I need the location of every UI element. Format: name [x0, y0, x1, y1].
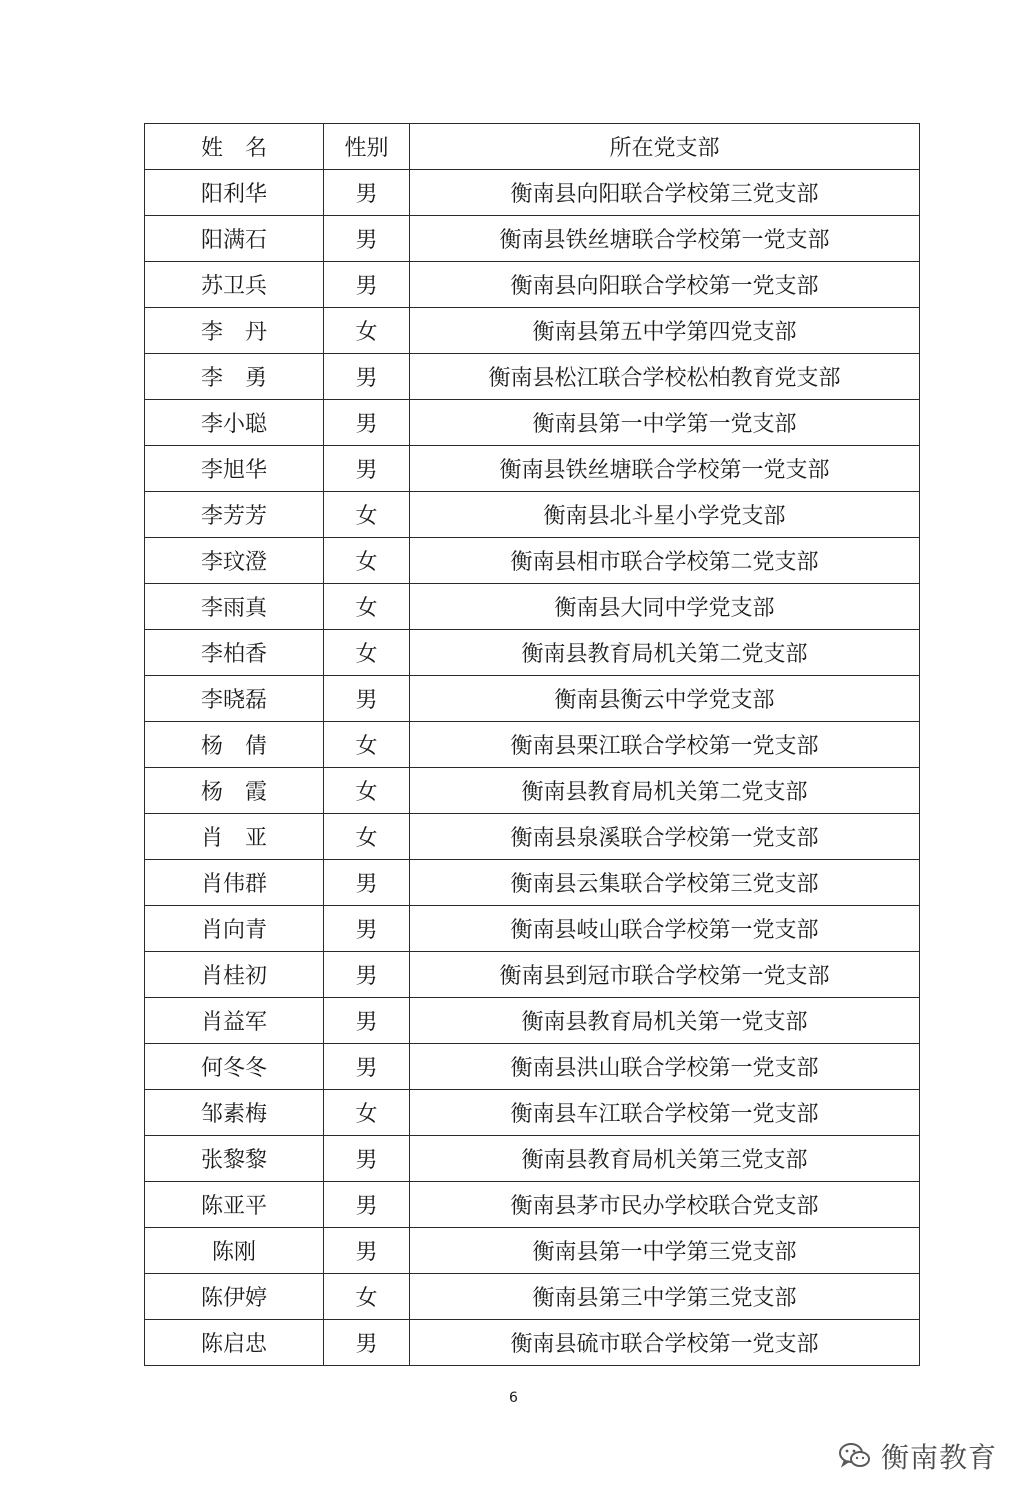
- cell-branch: 衡南县第五中学第四党支部: [410, 308, 920, 354]
- cell-name: 陈启忠: [145, 1320, 324, 1366]
- cell-branch: 衡南县铁丝塘联合学校第一党支部: [410, 446, 920, 492]
- cell-name: 李芳芳: [145, 492, 324, 538]
- table-row: [145, 354, 920, 400]
- table-row: [145, 952, 920, 998]
- table-body: [145, 170, 920, 1366]
- cell-name: 李雨真: [145, 584, 324, 630]
- cell-name: 李玟澄: [145, 538, 324, 584]
- table-row: [145, 492, 920, 538]
- cell-branch: 衡南县第一中学第一党支部: [410, 400, 920, 446]
- table-row: [145, 216, 920, 262]
- page-number: 6: [509, 1390, 518, 1406]
- table-row: [145, 722, 920, 768]
- cell-branch: 衡南县教育局机关第二党支部: [410, 630, 920, 676]
- table-row: [145, 170, 920, 216]
- table-row: [145, 1090, 920, 1136]
- header-name: 姓 名: [145, 124, 324, 170]
- cell-gender: 男: [324, 676, 410, 722]
- cell-name: 何冬冬: [145, 1044, 324, 1090]
- cell-branch: 衡南县衡云中学党支部: [410, 676, 920, 722]
- cell-branch: 衡南县泉溪联合学校第一党支部: [410, 814, 920, 860]
- watermark-text: 衡南教育: [880, 1441, 997, 1474]
- table-row: [145, 262, 920, 308]
- cell-gender: 女: [324, 814, 410, 860]
- table-row: [145, 400, 920, 446]
- cell-gender: 女: [324, 492, 410, 538]
- cell-name: 李旭华: [145, 446, 324, 492]
- cell-gender: 女: [324, 630, 410, 676]
- cell-branch: 衡南县向阳联合学校第三党支部: [410, 170, 920, 216]
- cell-name: 张黎黎: [145, 1136, 324, 1182]
- cell-gender: 男: [324, 400, 410, 446]
- cell-gender: 男: [324, 998, 410, 1044]
- cell-name: 李 勇: [145, 354, 324, 400]
- table-row: [145, 446, 920, 492]
- cell-gender: 女: [324, 1274, 410, 1320]
- cell-gender: 男: [324, 1228, 410, 1274]
- cell-branch: 衡南县北斗星小学党支部: [410, 492, 920, 538]
- table-row: [145, 584, 920, 630]
- header-gender: 性别: [324, 124, 410, 170]
- member-table: [144, 123, 920, 1366]
- cell-name: 陈伊婷: [145, 1274, 324, 1320]
- cell-name: 肖益军: [145, 998, 324, 1044]
- cell-gender: 男: [324, 860, 410, 906]
- table-row: [145, 676, 920, 722]
- cell-branch: 衡南县松江联合学校松柏教育党支部: [410, 354, 920, 400]
- cell-branch: 衡南县教育局机关第二党支部: [410, 768, 920, 814]
- cell-gender: 女: [324, 308, 410, 354]
- cell-gender: 女: [324, 584, 410, 630]
- table-row: [145, 538, 920, 584]
- cell-branch: 衡南县到冠市联合学校第一党支部: [410, 952, 920, 998]
- cell-gender: 男: [324, 1044, 410, 1090]
- table-row: [145, 1228, 920, 1274]
- cell-gender: 男: [324, 216, 410, 262]
- cell-name: 阳满石: [145, 216, 324, 262]
- cell-name: 李小聪: [145, 400, 324, 446]
- cell-branch: 衡南县第一中学第三党支部: [410, 1228, 920, 1274]
- table-row: [145, 814, 920, 860]
- cell-branch: 衡南县岐山联合学校第一党支部: [410, 906, 920, 952]
- cell-name: 肖伟群: [145, 860, 324, 906]
- cell-gender: 男: [324, 262, 410, 308]
- cell-gender: 女: [324, 768, 410, 814]
- cell-branch: 衡南县第三中学第三党支部: [410, 1274, 920, 1320]
- cell-branch: 衡南县教育局机关第一党支部: [410, 998, 920, 1044]
- table-row: [145, 1136, 920, 1182]
- watermark: [837, 1436, 997, 1476]
- cell-branch: 衡南县教育局机关第三党支部: [410, 1136, 920, 1182]
- cell-gender: 男: [324, 1182, 410, 1228]
- cell-branch: 衡南县云集联合学校第三党支部: [410, 860, 920, 906]
- cell-name: 陈刚: [145, 1228, 324, 1274]
- table-row: [145, 998, 920, 1044]
- cell-gender: 男: [324, 170, 410, 216]
- cell-name: 杨 霞: [145, 768, 324, 814]
- table-row: [145, 1320, 920, 1366]
- cell-branch: 衡南县车江联合学校第一党支部: [410, 1090, 920, 1136]
- cell-name: 肖桂初: [145, 952, 324, 998]
- cell-gender: 男: [324, 952, 410, 998]
- table-row: [145, 308, 920, 354]
- cell-name: 李 丹: [145, 308, 324, 354]
- cell-gender: 女: [324, 722, 410, 768]
- cell-branch: 衡南县洪山联合学校第一党支部: [410, 1044, 920, 1090]
- header-branch: 所在党支部: [410, 124, 920, 170]
- cell-name: 陈亚平: [145, 1182, 324, 1228]
- table-row: [145, 768, 920, 814]
- cell-name: 肖 亚: [145, 814, 324, 860]
- cell-name: 李柏香: [145, 630, 324, 676]
- cell-branch: 衡南县大同中学党支部: [410, 584, 920, 630]
- cell-gender: 女: [324, 538, 410, 584]
- cell-branch: 衡南县相市联合学校第二党支部: [410, 538, 920, 584]
- cell-name: 肖向青: [145, 906, 324, 952]
- cell-name: 邹素梅: [145, 1090, 324, 1136]
- wechat-icon: [837, 1438, 873, 1474]
- table-row: [145, 1274, 920, 1320]
- cell-name: 苏卫兵: [145, 262, 324, 308]
- cell-branch: 衡南县铁丝塘联合学校第一党支部: [410, 216, 920, 262]
- cell-gender: 男: [324, 906, 410, 952]
- cell-branch: 衡南县硫市联合学校第一党支部: [410, 1320, 920, 1366]
- cell-gender: 男: [324, 354, 410, 400]
- table-row: [145, 630, 920, 676]
- cell-name: 阳利华: [145, 170, 324, 216]
- cell-branch: 衡南县向阳联合学校第一党支部: [410, 262, 920, 308]
- cell-name: 杨 倩: [145, 722, 324, 768]
- table-row: [145, 906, 920, 952]
- cell-name: 李晓磊: [145, 676, 324, 722]
- cell-branch: 衡南县栗江联合学校第一党支部: [410, 722, 920, 768]
- table-row: [145, 1182, 920, 1228]
- table-row: [145, 1044, 920, 1090]
- cell-branch: 衡南县茅市民办学校联合党支部: [410, 1182, 920, 1228]
- cell-gender: 男: [324, 446, 410, 492]
- cell-gender: 男: [324, 1320, 410, 1366]
- cell-gender: 男: [324, 1136, 410, 1182]
- table-header-row: [145, 124, 920, 170]
- table-row: [145, 860, 920, 906]
- cell-gender: 女: [324, 1090, 410, 1136]
